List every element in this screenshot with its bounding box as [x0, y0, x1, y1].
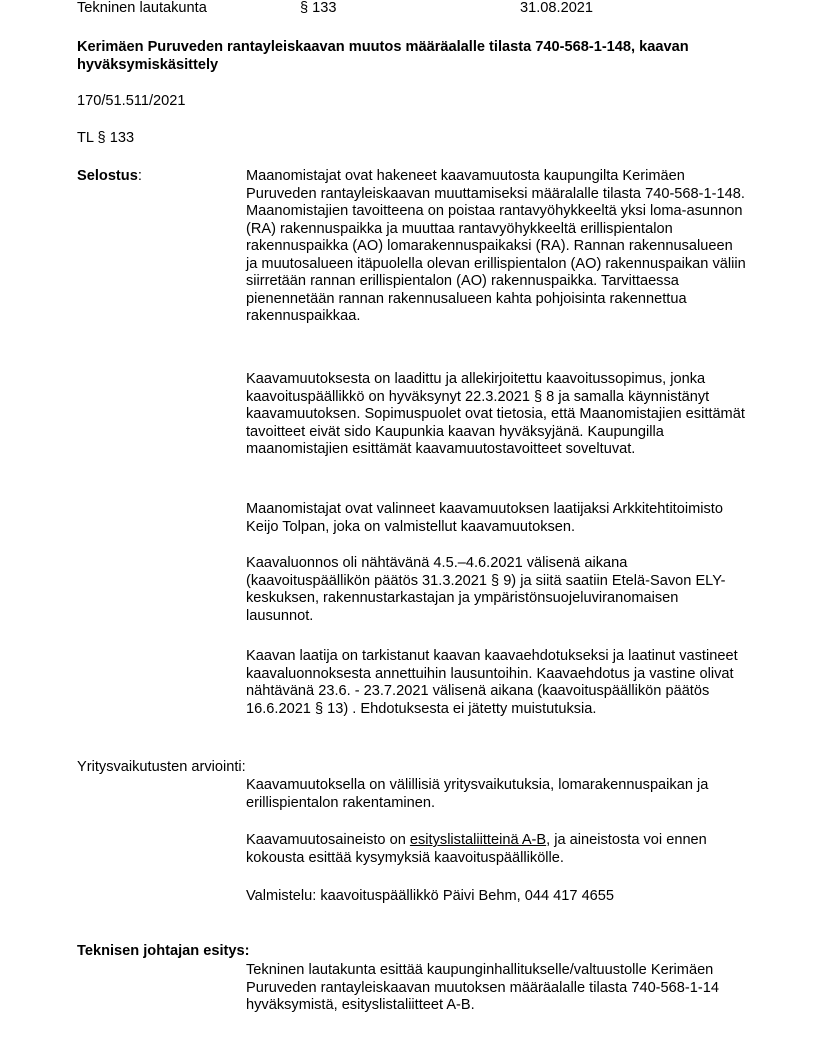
header-section: § 133 — [300, 0, 337, 16]
selostus-paragraph: Maanomistajat ovat valinneet kaavamuutoksen laatijaksi Arkkitehtitoimisto Keijo Tolpan, joka on valmistellut kaavamuutoksen. — [246, 501, 723, 535]
decision-reference: TL § 133 — [77, 130, 135, 146]
selostus-paragraph: Kaavaluonnos oli nähtävänä 4.5.–4.6.2021 välisenä aikana (kaavoituspäällikön päätös 31.3.2021 § 9) ja siitä saatiin Etelä-Savon ELY-keskuksen, rakennustarkastajan ja ympäristönsuojeluviranomaisen lausunnot. — [246, 555, 726, 624]
attachment-text-before: Kaavamuutosaineisto on — [246, 832, 410, 848]
selostus-paragraph: Maanomistajat ovat hakeneet kaavamuutosta kaupungilta Kerimäen Puruveden rantayleiskaavan muuttamiseksi määralalle tilasta 740-568-1-148. Maanomistajien tavoitteena on poistaa rantavyöhykkeeltä yksi loma-asunnon (RA) rakennuspaikka ja muuttaa rantavyöhykkeeltä erillispientalon rakennuspaikka (AO) lomarakennuspaikaksi (RA). Rannan rakennusalueen ja muutosalueen itäpuolella olevan erillispientalon (AO) rakennuspaikan väliin siirretään rannan erillispientalon (AO) rakennuspaikka. Tarvittaessa pienennetään rannan rakennusalueen kahta pohjoisinta rakennettua rakennuspaikkaa. — [246, 168, 746, 324]
selostus-paragraph: Kaavamuutoksesta on laadittu ja allekirjoitettu kaavoitussopimus, jonka kaavoituspäällikkö on hyväksynyt 22.3.2021 § 8 ja samalla käynnistänyt kaavamuutoksen. Sopimuspuolet ovat tietosia, että Maanomistajien esittämät tavoitteet eivät sido Kaupunkia kaavan hyväksyjänä. Kaupungilla maanomistajien esittämät kaavamuutostavoitteet soveltuvat. — [246, 371, 745, 457]
header-date: 31.08.2021 — [520, 0, 594, 16]
esitys-paragraph: Tekninen lautakunta esittää kaupunginhallitukselle/valtuustolle Kerimäen Puruveden rantayleiskaavan muutoksen määräalalle tilasta 740-568-1-14 hyväksymistä, esityslistaliitteet A-B. — [246, 962, 719, 1013]
diary-number: 170/51.511/2021 — [77, 93, 186, 109]
attachment-text-after: , ja aineistosta voi ennen kokousta esittää kysymyksiä kaavoituspäällikölle. — [246, 832, 707, 866]
selostus-label-text: Selostus — [77, 168, 138, 184]
preparer-info: Valmistelu: kaavoituspäällikkö Päivi Behm, 044 417 4655 — [246, 888, 615, 904]
yritysvaikutukset-label: Yritysvaikutusten arviointi: — [77, 759, 246, 775]
yritysvaikutukset-paragraph: Kaavamuutoksella on välillisiä yritysvaikutuksia, lomarakennuspaikan ja erillispientalon rakentaminen. — [246, 777, 709, 811]
selostus-label-colon: : — [137, 168, 142, 184]
header-organization: Tekninen lautakunta — [77, 0, 207, 16]
esitys-label: Teknisen johtajan esitys: — [77, 943, 250, 959]
document-title: Kerimäen Puruveden rantayleiskaavan muutos määräalalle tilasta 740-568-1-148, kaavan hyväksymiskäsittely — [77, 39, 689, 73]
selostus-paragraph: Kaavan laatija on tarkistanut kaavan kaavaehdotukseksi ja laatinut vastineet kaavaluonnoksesta annettuihin lausuntoihin. Kaavaehdotus ja vastine olivat nähtävänä 23.6. - 23.7.2021 välisenä aikana (kaavoituspäällikön päätös 16.6.2021 § 13) . Ehdotuksesta ei jätetty muistutuksia. — [246, 648, 738, 717]
attachments-link[interactable]: esityslistaliitteinä A-B — [409, 832, 547, 848]
selostus-label — [77, 168, 142, 186]
attachment-paragraph — [246, 832, 746, 867]
